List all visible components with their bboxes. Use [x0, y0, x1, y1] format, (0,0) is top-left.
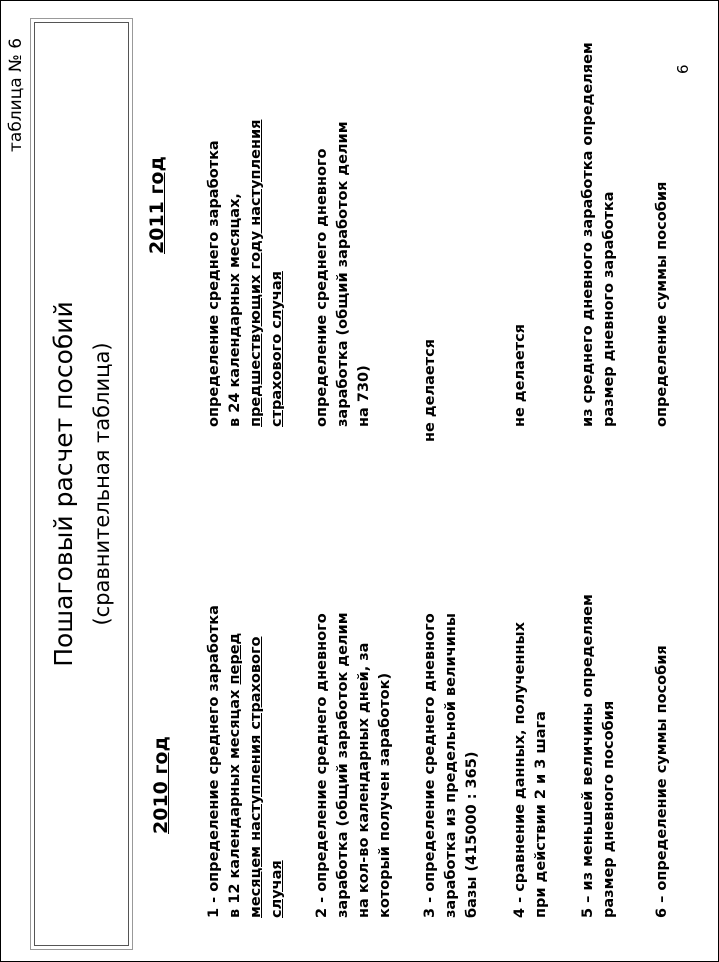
row-3-2010-line-3: базы (415000 : 365): [464, 751, 480, 918]
row-2-2010: [312, 488, 396, 918]
row-4-2011-line-1: не делается: [512, 324, 528, 427]
row-1-2011-line-3: предшествующих году наступления: [248, 119, 264, 427]
row-2-2010-line-3: на кол-во календарных дней, за: [356, 642, 372, 918]
row-5-2010-line-2: размер дневного пособия: [601, 700, 617, 918]
row-3-2010: [420, 488, 483, 918]
row-2-2010-line-4: который получен заработок): [377, 672, 393, 918]
row-5-2011: [578, 0, 620, 427]
row-2-2010-line-2: заработка (общий заработок делим: [335, 612, 351, 918]
row-4-2011: [510, 7, 531, 427]
row-6-2010: [652, 488, 673, 918]
row-6-2010-line-1: 6 – определение суммы пособия: [654, 645, 670, 918]
row-4-2010-line-1: 4 - сравнение данных, полученных: [512, 622, 528, 918]
row-3-2010-line-2: заработка из предельной величины: [443, 613, 459, 918]
row-2-2011-line-3: на 730): [356, 365, 372, 427]
row-1-2010: [204, 488, 288, 918]
title-box: [34, 22, 129, 946]
row-4-2010: [510, 488, 552, 918]
row-4-2010-line-2: при действии 2 и 3 шага: [533, 711, 549, 918]
row-5-2011-line-1: из среднего дневного заработка определяем: [580, 42, 596, 427]
page-title: Пошаговый расчет пособий: [49, 301, 78, 667]
table-number: таблица № 6: [6, 37, 26, 152]
column-header-2011: 2011 год: [146, 156, 168, 254]
row-1-2010-line-3: месяцем наступления страхового: [248, 636, 264, 918]
page-number: 6: [674, 64, 692, 74]
row-2-2011-line-1: определение среднего дневного: [314, 148, 330, 427]
row-5-2010-line-1: 5 – из меньшей величины определяем: [580, 594, 596, 918]
row-6-2011: [652, 7, 673, 427]
column-header-2010: 2010 год: [150, 736, 172, 834]
row-2-2011-line-2: заработка (общий заработок делим: [335, 121, 351, 427]
row-1-2010-line-2: в 12 календарных месяцах перед: [227, 632, 243, 918]
row-3-2010-line-1: 3 - определение среднего дневного: [422, 613, 438, 918]
row-6-2011-line-1: определение суммы пособия: [654, 181, 670, 427]
row-1-2010-line-1: 1 - определение среднего заработка: [206, 605, 222, 918]
row-1-2010-line-4: случая: [269, 860, 285, 918]
row-3-2011: [420, 22, 441, 442]
row-1-2011: [204, 7, 288, 427]
row-2-2011: [312, 7, 375, 427]
row-2-2010-line-1: 2 - определение среднего дневного: [314, 613, 330, 918]
page-subtitle: (сравнительная таблица): [90, 342, 114, 626]
row-5-2011-line-2: размер дневного заработка: [601, 191, 617, 427]
row-1-2011-line-1: определение среднего заработка: [206, 140, 222, 427]
row-1-2011-line-4: страхового случая: [269, 271, 285, 427]
row-1-2011-line-2: в 24 календарных месяцах,: [227, 193, 243, 427]
row-5-2010: [578, 488, 620, 918]
row-3-2011-line-1: не делается: [422, 339, 438, 442]
